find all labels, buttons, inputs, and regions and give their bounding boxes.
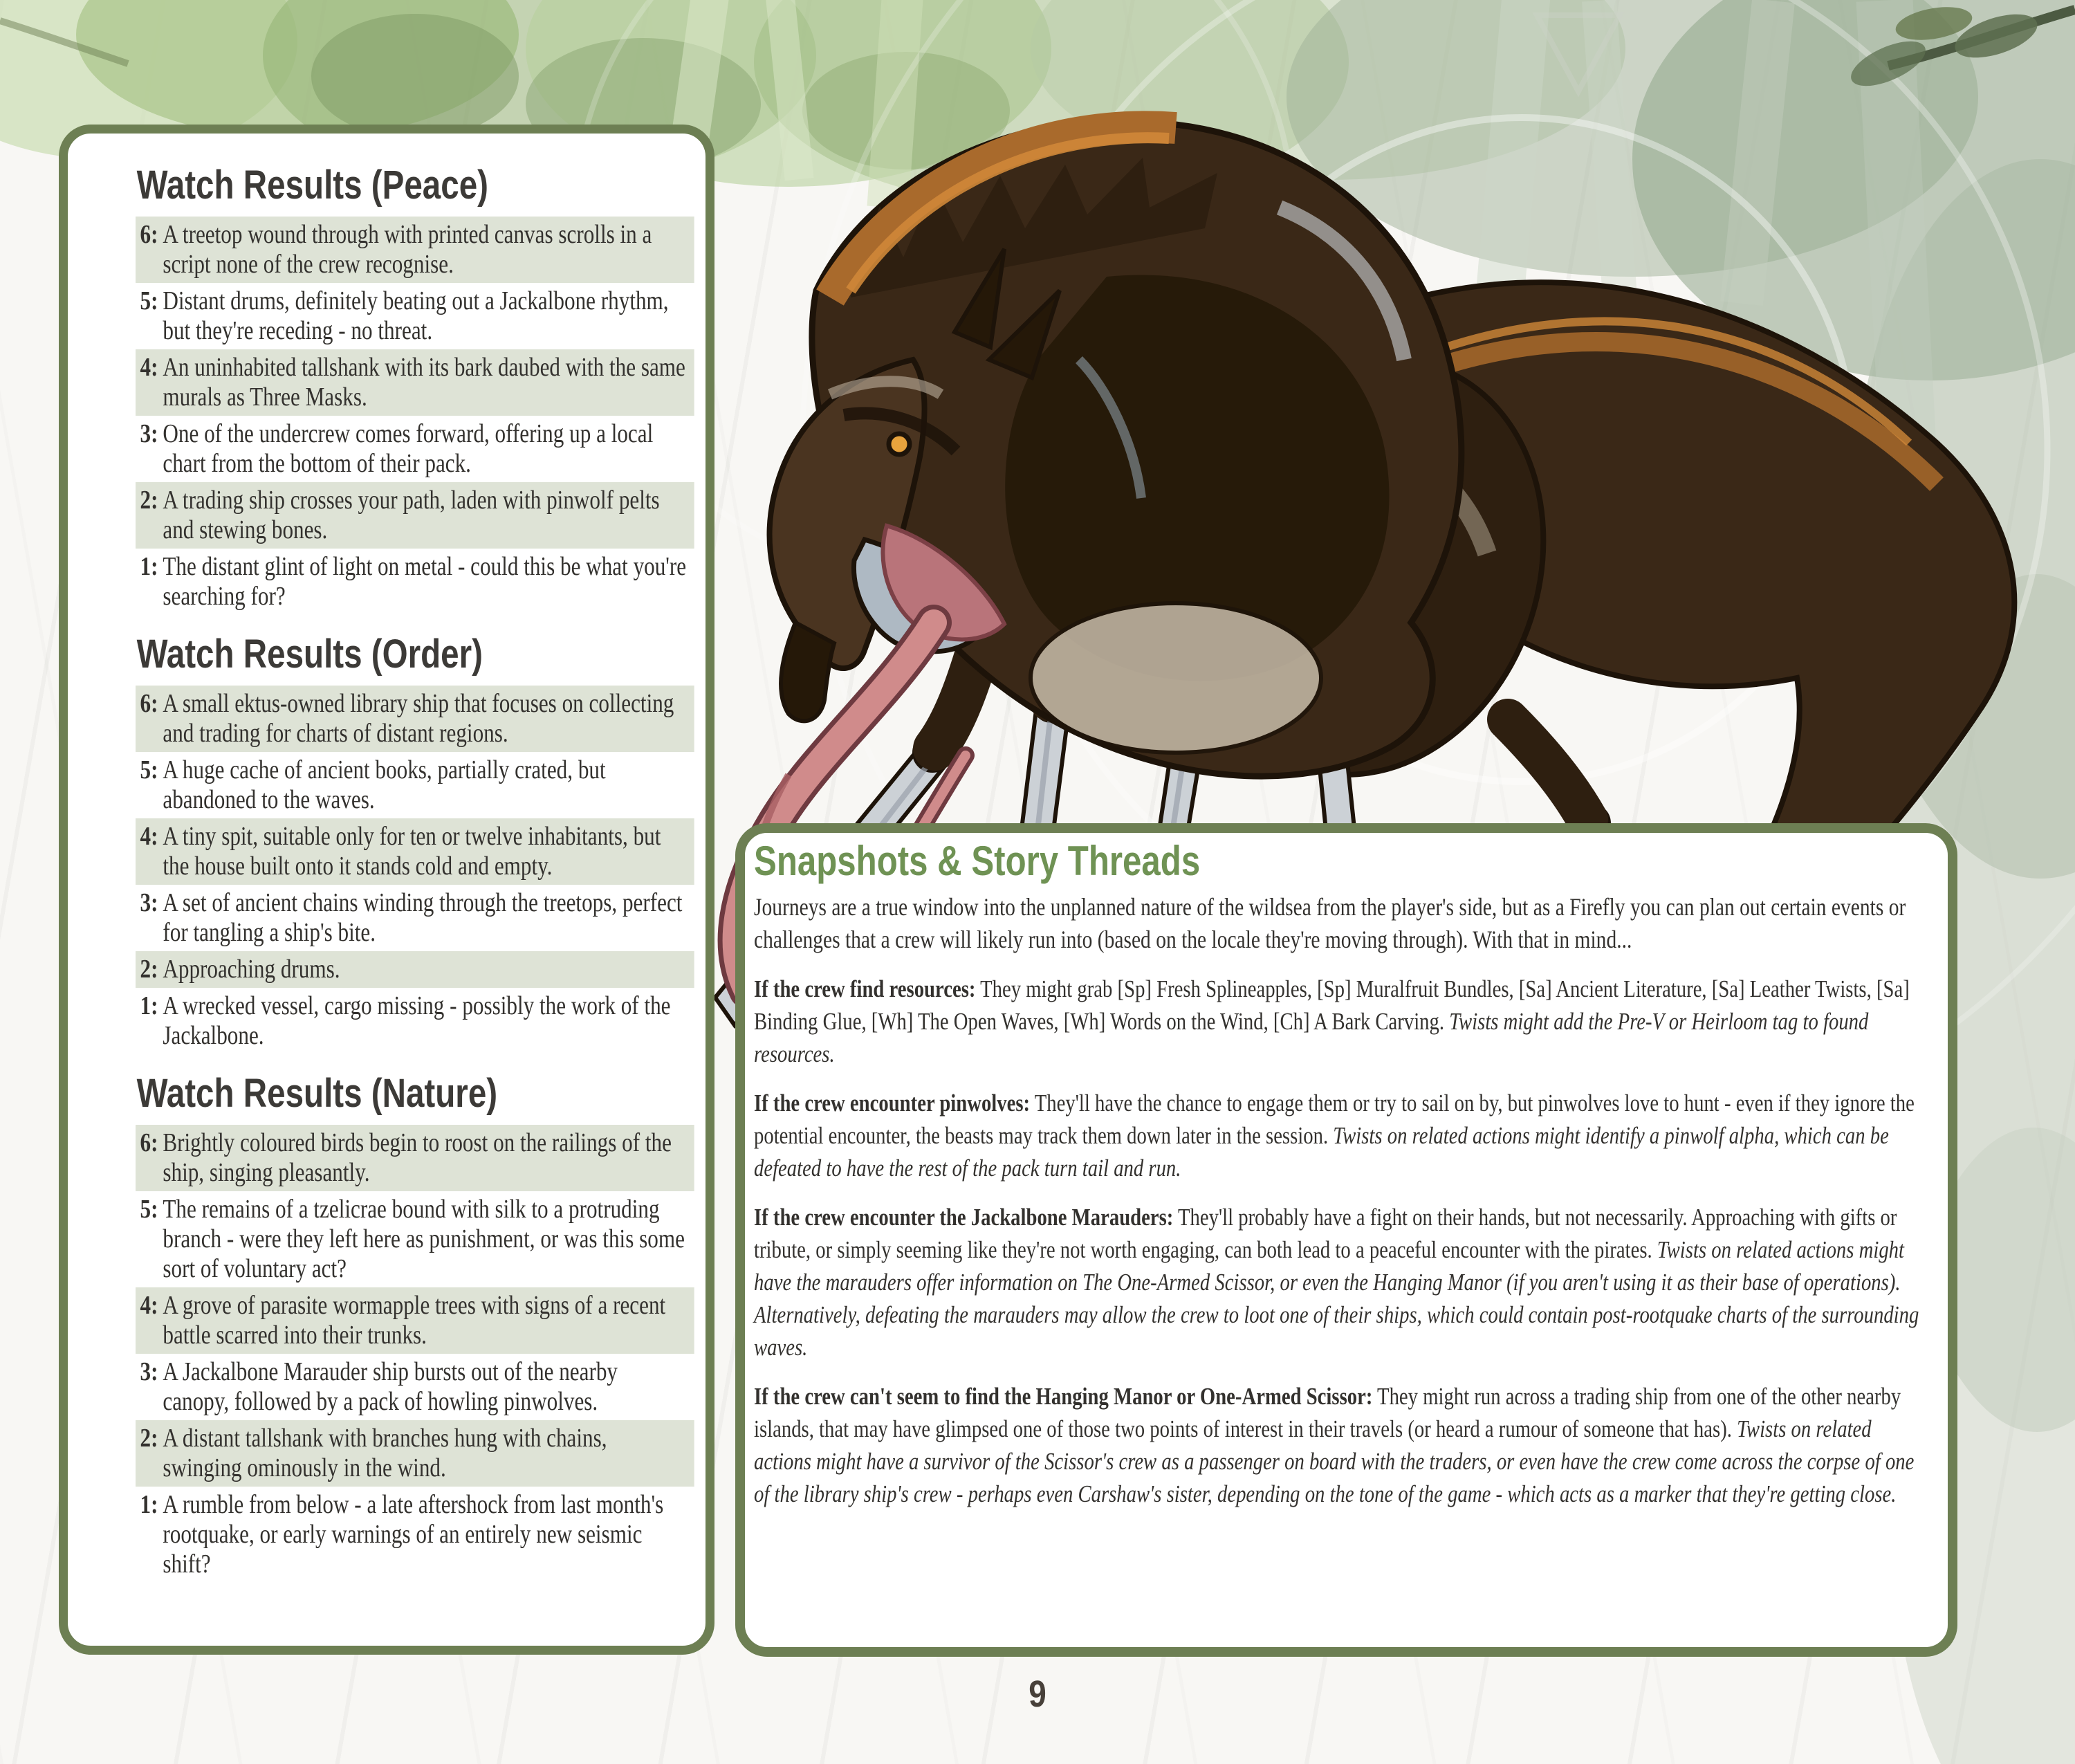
watch-result-row bbox=[136, 549, 694, 615]
row-number: 6: bbox=[140, 1128, 158, 1157]
watch-result-row bbox=[136, 752, 694, 818]
intro-paragraph: Journeys are a true window into the unplanned nature of the wildsea from the player's side, but as a Firefly you can plan out certain events or challenges that a crew will likely run into (based on the locale they're moving through). With that in mind... bbox=[754, 893, 1906, 953]
section-watch-results-peace bbox=[136, 164, 694, 615]
paragraph-lead: If the crew can't seem to find the Hanging Manor or One-Armed Scissor: bbox=[754, 1383, 1373, 1410]
row-text: A huge cache of ancient books, partially crated, but abandoned to the waves. bbox=[163, 755, 606, 814]
row-text: A tiny spit, suitable only for ten or twelve inhabitants, but the house built onto it stands cold and empty. bbox=[163, 822, 661, 881]
row-number: 4: bbox=[140, 353, 158, 382]
watch-result-row bbox=[136, 1191, 694, 1287]
watch-result-row bbox=[136, 1420, 694, 1487]
watch-result-row bbox=[136, 818, 694, 885]
watch-result-row bbox=[136, 349, 694, 416]
paragraph-lead: If the crew find resources: bbox=[754, 975, 976, 1002]
row-text: The distant glint of light on metal - could this be what you're searching for? bbox=[163, 552, 687, 611]
row-number: 6: bbox=[140, 689, 158, 718]
row-text: A set of ancient chains winding through the treetops, perfect for tangling a ship's bite. bbox=[163, 888, 683, 947]
watch-result-row bbox=[136, 686, 694, 752]
story-paragraph-pinwolves bbox=[754, 1087, 1922, 1184]
watch-result-row bbox=[136, 1354, 694, 1420]
row-number: 1: bbox=[140, 552, 158, 581]
watch-results-nature-title: Watch Results (Nature) bbox=[136, 1071, 498, 1116]
row-text: A wrecked vessel, cargo missing - possibly the work of the Jackalbone. bbox=[163, 991, 671, 1050]
watch-results-peace-title: Watch Results (Peace) bbox=[136, 163, 488, 208]
row-text: Brightly coloured birds begin to roost on the railings of the ship, singing pleasantly. bbox=[163, 1128, 672, 1187]
story-paragraph-hanging-manor bbox=[754, 1380, 1922, 1510]
row-number: 3: bbox=[140, 1357, 158, 1386]
row-number: 5: bbox=[140, 755, 158, 784]
paragraph-body: They might run across a trading ship from one of the other nearby islands, that may have glimpsed one of those two points of interest in their travels (or heard a rumour of someone that has). bbox=[754, 1383, 1901, 1442]
paragraph-body: They might grab [Sp] Fresh Splineapples, [Sp] Muralfruit Bundles, [Sa] Ancient Literature, [Sa] Leather Twists, [Sa] Binding Glue, [Wh] The Open Waves, [Wh] Words on the Wind, [Ch] A Bark Carving. bbox=[754, 975, 1910, 1035]
story-paragraph-resources bbox=[754, 973, 1922, 1070]
row-text: The remains of a tzelicrae bound with silk to a protruding branch - were they left here as punishment, or was this some sort of voluntary act? bbox=[163, 1195, 685, 1283]
row-text: One of the undercrew comes forward, offering up a local chart from the bottom of their pack. bbox=[163, 419, 654, 478]
watch-result-row bbox=[136, 482, 694, 549]
watch-result-row bbox=[136, 1125, 694, 1191]
row-number: 6: bbox=[140, 220, 158, 249]
paragraph-twist: Twists on related actions might have the marauders offer information on The One-Armed Scissor, or even the Hanging Manor (if you aren't using it as their base of operations). Alternatively, defeating the marauders may allow the crew to loot one of their ships, which could contain post-rootquake charts of the surrounding waves. bbox=[754, 1236, 1919, 1361]
watch-result-row bbox=[136, 1487, 694, 1583]
story-paragraph-marauders bbox=[754, 1201, 1922, 1363]
page-number: 9 bbox=[1029, 1673, 1046, 1715]
row-text: A trading ship crosses your path, laden with pinwolf pelts and stewing bones. bbox=[163, 486, 660, 544]
watch-results-order-title: Watch Results (Order) bbox=[136, 632, 483, 677]
watch-result-row bbox=[136, 283, 694, 349]
row-number: 1: bbox=[140, 1490, 158, 1519]
watch-result-row bbox=[136, 951, 694, 988]
snapshots-panel bbox=[735, 823, 1957, 1657]
row-text: A rumble from below - a late aftershock from last month's rootquake, or early warnings of an entirely new seismic shift? bbox=[163, 1490, 664, 1579]
row-number: 4: bbox=[140, 822, 158, 851]
row-text: A small ektus-owned library ship that focuses on collecting and trading for charts of distant regions. bbox=[163, 689, 674, 748]
row-number: 3: bbox=[140, 419, 158, 448]
watch-result-row bbox=[136, 217, 694, 283]
section-watch-results-order bbox=[136, 633, 694, 1054]
row-number: 2: bbox=[140, 486, 158, 515]
paragraph-lead: If the crew encounter pinwolves: bbox=[754, 1090, 1031, 1117]
watch-result-row bbox=[136, 988, 694, 1054]
row-text: A distant tallshank with branches hung with chains, swinging ominously in the wind. bbox=[163, 1424, 607, 1482]
paragraph-twist: Twists on related actions might identify a pinwolf alpha, which can be defeated to have the rest of the pack turn tail and run. bbox=[754, 1122, 1889, 1182]
row-number: 4: bbox=[140, 1291, 158, 1320]
row-text: A treetop wound through with printed canvas scrolls in a script none of the crew recognise. bbox=[163, 220, 652, 279]
row-number: 2: bbox=[140, 955, 158, 984]
row-number: 2: bbox=[140, 1424, 158, 1453]
row-number: 5: bbox=[140, 1195, 158, 1224]
row-number: 5: bbox=[140, 286, 158, 315]
row-number: 3: bbox=[140, 888, 158, 917]
paragraph-twist: Twists might add the Pre-V or Heirloom tag to found resources. bbox=[754, 1008, 1869, 1067]
snapshots-title: Snapshots & Story Threads bbox=[754, 838, 1201, 884]
row-text: Approaching drums. bbox=[163, 955, 340, 984]
watch-results-panel bbox=[59, 125, 714, 1655]
watch-result-row bbox=[136, 885, 694, 951]
row-text: Distant drums, definitely beating out a Jackalbone rhythm, but they're receding - no threat. bbox=[163, 286, 669, 345]
paragraph-twist: Twists on related actions might have a survivor of the Scissor's crew as a passenger on board with the traders, or even have the crew come across the corpse of one of the library ship's crew - perhaps even Carshaw's sister, depending on the tone of the game - which acts as a marker that they're getting close. bbox=[754, 1415, 1915, 1507]
paragraph-body: They'll have the chance to engage them or try to sail on by, but pinwolves love to hunt - even if they ignore the potential encounter, the beasts may track them down later in the session. bbox=[754, 1090, 1915, 1149]
paragraph-body: They'll probably have a fight on their hands, but not necessarily. Approaching with gifts or tribute, or simply seeming like they're not worth engaging, can both lead to a peaceful encounter with the pirates. bbox=[754, 1204, 1897, 1263]
section-watch-results-nature bbox=[136, 1072, 694, 1583]
watch-result-row bbox=[136, 416, 694, 482]
row-number: 1: bbox=[140, 991, 158, 1020]
paragraph-lead: If the crew encounter the Jackalbone Marauders: bbox=[754, 1204, 1174, 1231]
watch-result-row bbox=[136, 1287, 694, 1354]
row-text: A Jackalbone Marauder ship bursts out of the nearby canopy, followed by a pack of howling pinwolves. bbox=[163, 1357, 618, 1416]
row-text: An uninhabited tallshank with its bark daubed with the same murals as Three Masks. bbox=[163, 353, 685, 412]
row-text: A grove of parasite wormapple trees with signs of a recent battle scarred into their trunks. bbox=[163, 1291, 666, 1350]
